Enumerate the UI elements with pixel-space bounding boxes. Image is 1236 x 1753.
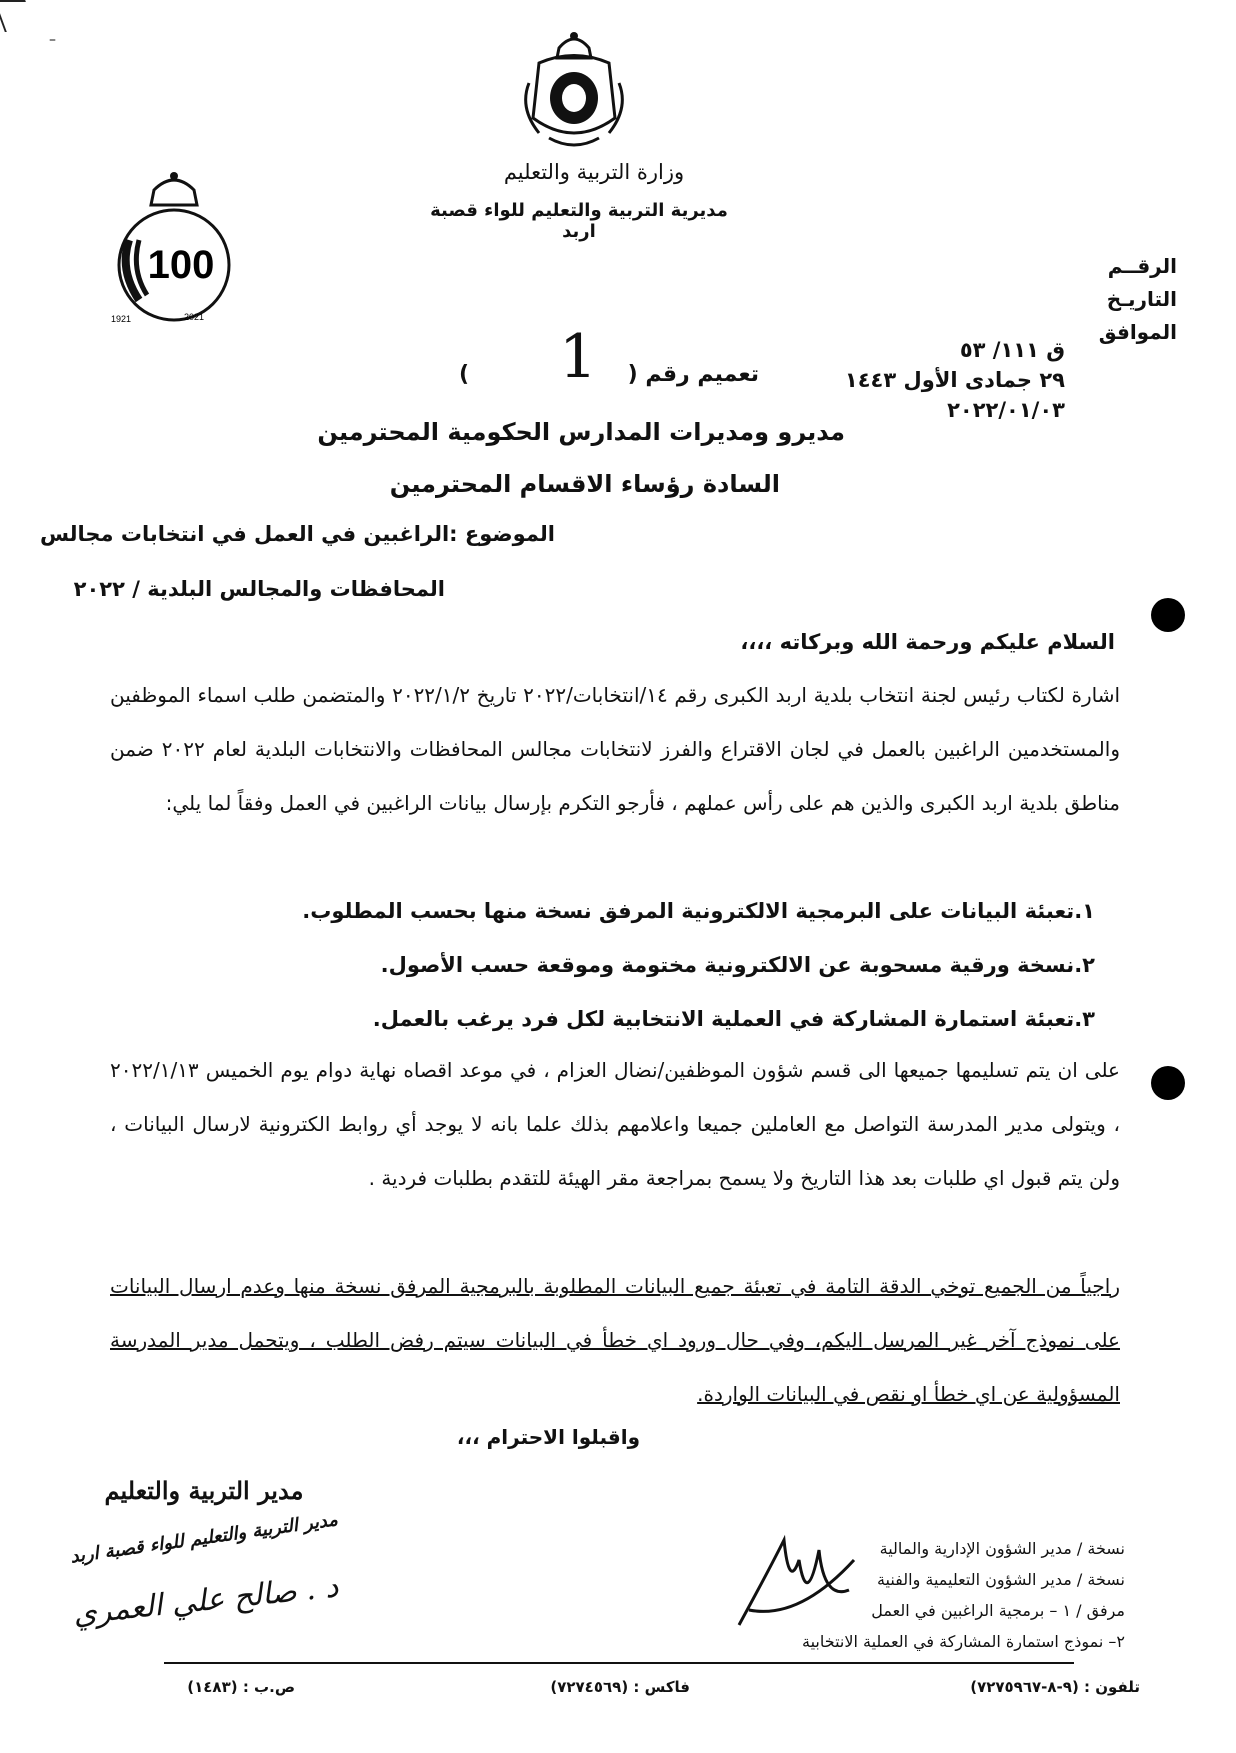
cc-list	[706, 1533, 1126, 1657]
reference-labels	[1068, 250, 1178, 349]
closing: واقبلوا الاحترام ،،،	[457, 1425, 641, 1449]
label-corresponding: الموافق	[1099, 320, 1178, 344]
cc-item: ٢– نموذج استمارة المشاركة في العملية الانتخابية	[803, 1632, 1126, 1651]
cc-item: مرفق / ١ – برمجية الراغبين في العمل	[872, 1601, 1126, 1620]
stamp-line: مدير التربية والتعليم للواء قصبة اربد	[70, 1509, 341, 1568]
footer-pobox: ص.ب : (١٤٨٣)	[188, 1678, 296, 1696]
footer-divider	[165, 1662, 1075, 1664]
circular-label: تعميم رقم (	[628, 362, 760, 387]
circular-close: )	[460, 362, 471, 387]
paragraph-2: على ان يتم تسليمها جميعها الى قسم شؤون الموظفين/نضال العزام ، في موعد اقصاه نهاية دوام يوم الخميس ٢٠٢٢/١/١٣ ، ويتولى مدير المدرسة التواصل مع العاملين جميعا واعلامهم بذلك علما بانه لا يوجد أي روابط الكترونية لارسال البيانات ، ولن يتم قبول اي طلبات بعد هذا التاريخ ولا يسمح بمراجعة مقر الهيئة للتقدم بطلبات فردية .	[111, 1058, 1121, 1190]
centennial-emblem-icon	[110, 170, 240, 330]
subject-line-2: المحافظات والمجالس البلدية / ٢٠٢٢	[74, 577, 446, 601]
directorate-name: مديرية التربية والتعليم للواء قصبة اربد	[431, 200, 729, 242]
label-date: التاريـخ	[1107, 287, 1178, 311]
footer-fax: فاكس : (٧٢٧٤٥٦٩)	[551, 1678, 691, 1696]
hijri-date: ٢٩ جمادى الأول ١٤٤٣	[845, 368, 1066, 392]
gregorian-date: ٢٠٢٢/٠١/٠٣	[948, 398, 1066, 422]
list-item: ٢.نسخة ورقية مسحوبة عن الالكترونية مختومة وموقعة حسب الأصول.	[381, 953, 1096, 977]
reference-number: ق ١١١/ ٥٣	[960, 338, 1066, 362]
subject-line-1: الموضوع :الراغبين في العمل في انتخابات مجالس	[40, 522, 556, 546]
addressee-line-1: مديرو ومديرات المدارس الحكومية المحترمين	[318, 418, 846, 446]
circular-number	[460, 322, 760, 392]
page-corner-mark	[0, 0, 38, 32]
signer-name: د . صالح علي العمري	[72, 1569, 342, 1633]
addressee-line-2: السادة رؤساء الاقسام المحترمين	[390, 470, 781, 498]
emblem-year-end: 2021	[184, 312, 205, 322]
paragraph-1: اشارة لكتاب رئيس لجنة انتخاب بلدية اربد الكبرى رقم ١٤/انتخابات/٢٠٢٢ تاريخ ٢٠٢٢/١/٢ والمتضمن طلب اسماء الموظفين والمستخدمين الراغبين بالعمل في لجان الاقتراع والفرز لانتخابات مجالس المحافظات والانتخابات البلدية لعام ٢٠٢٢ ضمن مناطق بلدية اربد الكبرى والذين هم على رأس عملهم ، فأرجو التكرم بإرسال بيانات الراغبين في العمل وفقاً لما يلي:	[111, 683, 1122, 815]
reference-values	[766, 335, 1066, 425]
list-item: ٣.تعبئة استمارة المشاركة في العملية الانتخابية لكل فرد يرغب بالعمل.	[373, 1007, 1096, 1031]
paragraph-3: راجياً من الجميع توخي الدقة التامة في تعبئة جميع البيانات المطلوبة بالبرمجية المرفق نسخة منها وعدم ارسال البيانات على نموذج آخر غير المرسل اليكم، وفي حال ورود اي خطأ في البيانات سيتم رفض الطلب ، ويتحمل مدير المدرسة المسؤولية عن اي خطأ او نقص في البيانات الواردة.	[111, 1274, 1121, 1406]
list-item: ١.تعبئة البيانات على البرمجية الالكترونية المرفق نسخة منها بحسب المطلوب.	[303, 899, 1096, 923]
ministry-name: وزارة التربية والتعليم	[504, 160, 686, 184]
requirements-list	[196, 884, 1096, 1046]
cc-item: نسخة / مدير الشؤون التعليمية والفنية	[877, 1570, 1126, 1589]
footer-phone: تلفون : (٩-٨-٧٢٧٥٩٦٧)	[971, 1678, 1141, 1696]
emblem-number: 100	[148, 243, 216, 287]
cc-item: نسخة / مدير الشؤون الإدارية والمالية	[880, 1539, 1126, 1558]
greeting: السلام عليكم ورحمة الله وبركاته ،،،،	[741, 630, 1116, 654]
royal-crest-icon	[520, 28, 630, 153]
label-number: الرقــم	[1108, 254, 1178, 278]
punch-hole	[1152, 1066, 1186, 1100]
punch-hole	[1152, 598, 1186, 632]
scan-mark: –	[50, 32, 57, 48]
signer-title: مدير التربية والتعليم	[105, 1476, 305, 1505]
emblem-year-start: 1921	[111, 314, 132, 324]
circular-handwritten-number: 1	[560, 322, 599, 392]
